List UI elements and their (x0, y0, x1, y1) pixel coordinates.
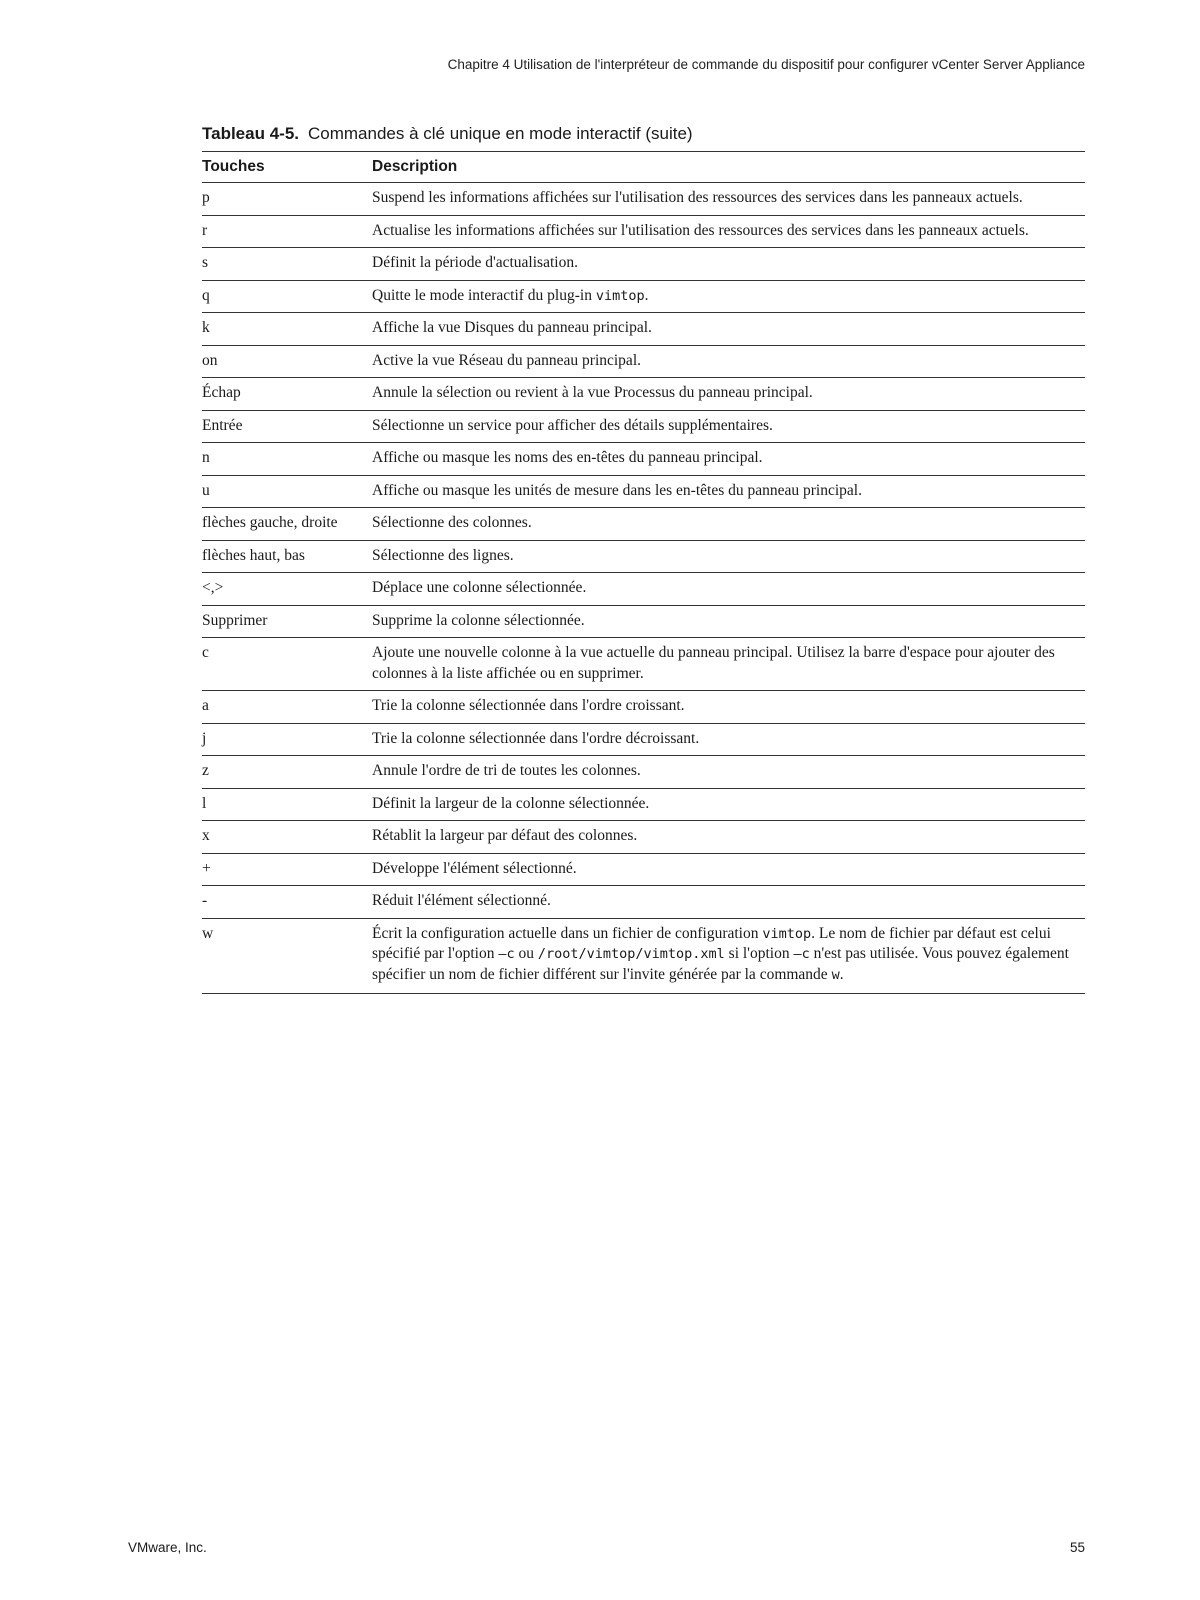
commands-table (202, 124, 1085, 994)
text-fragment: Trie la colonne sélectionnée dans l'ordre croissant. (372, 697, 685, 714)
text-fragment: Active la vue Réseau du panneau principal. (372, 351, 641, 369)
key-cell: j (202, 729, 207, 747)
text-fragment: Sélectionne des colonnes. (372, 514, 532, 531)
table-row (202, 216, 1085, 249)
description-cell (372, 924, 1085, 986)
description-cell (372, 859, 1085, 880)
key-cell: Entrée (202, 416, 243, 434)
description-cell (372, 253, 1085, 274)
table-row (202, 248, 1085, 281)
table-row (202, 854, 1085, 887)
table-row (202, 281, 1085, 314)
description-cell (372, 696, 1085, 717)
key-cell: w (202, 924, 214, 942)
text-fragment: . Le nom de fichier par défaut est celui spécifié par l'option (372, 924, 1051, 962)
text-fragment: Déplace une colonne sélectionnée. (372, 579, 587, 596)
description-cell (372, 891, 1085, 912)
text-fragment: Annule la sélection ou revient à la vue Processus du panneau principal. (372, 384, 813, 401)
table-row (202, 508, 1085, 541)
key-cell: s (202, 254, 209, 271)
table-row (202, 476, 1085, 509)
text-fragment: . (839, 965, 844, 983)
description-cell (372, 611, 1085, 632)
text-fragment: Définit la période d'actualisation. (372, 254, 578, 271)
text-fragment: Réduit l'élément sélectionné. (372, 892, 551, 909)
table-row (202, 724, 1085, 757)
description-cell (372, 578, 1085, 599)
key-cell: n (202, 449, 210, 466)
table-row (202, 183, 1085, 216)
key-cell: x (202, 827, 210, 844)
key-cell: flèches gauche, droite (202, 514, 338, 531)
text-fragment: Développe l'élément sélectionné. (372, 859, 577, 877)
code-fragment: w (831, 966, 840, 983)
text-fragment: Quitte le mode interactif du plug-in (372, 286, 596, 304)
description-cell (372, 481, 1085, 502)
key-cell: r (202, 221, 208, 239)
key-cell: p (202, 189, 210, 206)
code-fragment: vimtop (595, 287, 645, 304)
description-cell (372, 761, 1085, 782)
description-cell (372, 513, 1085, 534)
description-cell (372, 351, 1085, 372)
key-cell: k (202, 319, 210, 336)
table-row (202, 638, 1085, 691)
description-cell (372, 729, 1085, 750)
key-cell: c (202, 644, 209, 661)
table-row (202, 378, 1085, 411)
text-fragment: . (644, 286, 649, 304)
footer-company: VMware, Inc. (128, 1540, 207, 1555)
text-fragment: Supprime la colonne sélectionnée. (372, 611, 585, 629)
table-row (202, 691, 1085, 724)
table-header-row (202, 152, 1085, 183)
description-cell (372, 318, 1085, 339)
code-fragment: –c (793, 946, 810, 962)
text-fragment: n'est pas utilisée. Vous pouvez également spécifier un nom de fichier différent sur l'invite générée par la commande (372, 945, 1069, 983)
key-cell: - (202, 892, 208, 909)
table-caption-title: Commandes à clé unique en mode interactif (suite) (308, 124, 693, 143)
description-cell (372, 794, 1085, 815)
key-cell: flèches haut, bas (202, 546, 305, 564)
table-row (202, 606, 1085, 639)
key-cell: u (202, 481, 210, 499)
text-fragment: Annule l'ordre de tri de toutes les colonnes. (372, 762, 641, 779)
table-row (202, 411, 1085, 444)
text-fragment: Sélectionne des lignes. (372, 546, 514, 564)
text-fragment: Affiche la vue Disques du panneau principal. (372, 319, 652, 336)
text-fragment: Actualise les informations affichées sur l'utilisation des ressources des services dans les panneaux actuels. (372, 221, 1029, 239)
code-fragment: /root/vimtop/vimtop.xml (537, 946, 725, 962)
description-cell (372, 188, 1085, 209)
code-fragment: vimtop (762, 925, 812, 942)
table-row (202, 313, 1085, 346)
description-cell (372, 221, 1085, 242)
footer-page-number: 55 (1069, 1540, 1085, 1555)
key-cell: l (202, 794, 207, 812)
table-row (202, 789, 1085, 822)
text-fragment: Définit la largeur de la colonne sélectionnée. (372, 794, 650, 812)
text-fragment: Rétablit la largeur par défaut des colonnes. (372, 827, 638, 844)
table-row (202, 346, 1085, 379)
key-cell: on (202, 351, 218, 369)
text-fragment: Sélectionne un service pour afficher des détails supplémentaires. (372, 416, 773, 434)
description-cell (372, 643, 1085, 684)
key-cell: z (202, 762, 209, 779)
key-cell: + (202, 859, 211, 877)
code-fragment: –c (498, 946, 515, 962)
key-cell: Supprimer (202, 611, 268, 629)
description-cell (372, 286, 1085, 307)
text-fragment: Suspend les informations affichées sur l'utilisation des ressources des services dans les panneaux actuels. (372, 189, 1023, 206)
text-fragment: Écrit la configuration actuelle dans un fichier de configuration (372, 924, 763, 942)
text-fragment: si l'option (724, 945, 794, 962)
table-row (202, 756, 1085, 789)
key-cell: q (202, 286, 210, 304)
key-cell: <,> (202, 579, 224, 596)
key-cell: Échap (202, 384, 241, 401)
table-row (202, 821, 1085, 854)
column-header-keys: Touches (202, 158, 265, 175)
text-fragment: Affiche ou masque les noms des en-têtes du panneau principal. (372, 449, 763, 466)
table-caption-number: Tableau 4-5. (202, 124, 299, 143)
table-row (202, 443, 1085, 476)
running-header: Chapitre 4 Utilisation de l'interpréteur de commande du dispositif pour configurer vCenter Server Appliance (447, 57, 1085, 72)
description-cell (372, 383, 1085, 404)
table-row (202, 573, 1085, 606)
description-cell (372, 448, 1085, 469)
description-cell (372, 826, 1085, 847)
table-row (202, 919, 1085, 995)
table-body (202, 183, 1085, 994)
table-row (202, 541, 1085, 574)
description-cell (372, 416, 1085, 437)
text-fragment: Trie la colonne sélectionnée dans l'ordre décroissant. (372, 729, 700, 747)
description-cell (372, 546, 1085, 567)
text-fragment: Ajoute une nouvelle colonne à la vue actuelle du panneau principal. Utilisez la barre d'espace pour ajouter des colonnes à la liste affichée ou en supprimer. (372, 644, 1055, 682)
column-header-description: Description (372, 158, 458, 175)
text-fragment: Affiche ou masque les unités de mesure dans les en-têtes du panneau principal. (372, 481, 862, 499)
text-fragment: ou (514, 945, 538, 962)
table-caption (202, 124, 1085, 152)
table-row (202, 886, 1085, 919)
key-cell: a (202, 697, 209, 714)
